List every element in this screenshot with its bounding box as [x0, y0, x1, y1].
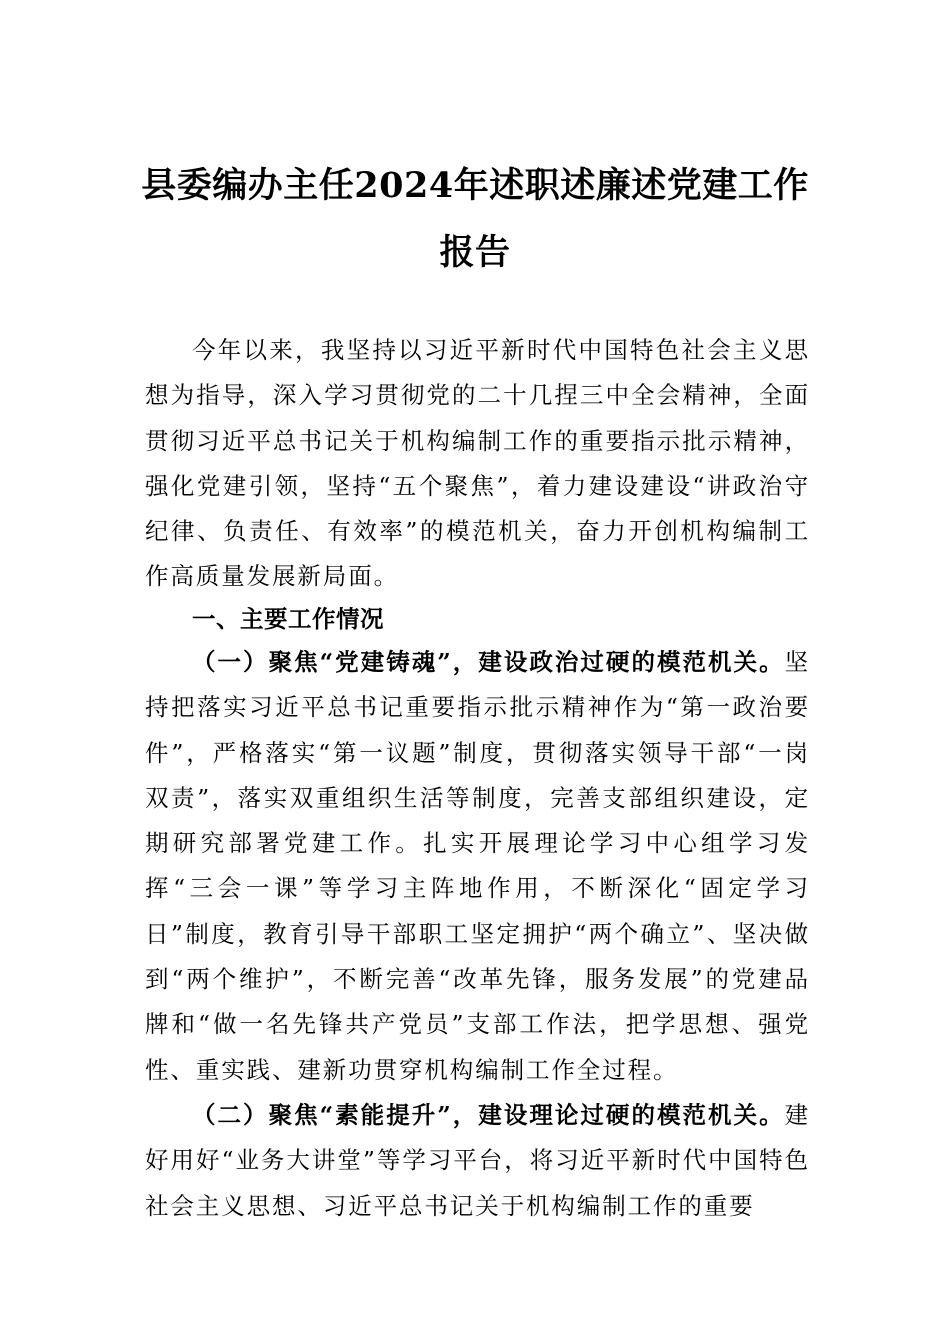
subsection-1-heading: （一）聚焦“党建铸魂”，建设政治过硬的模范机关。	[192, 648, 785, 676]
document-title-line-1: 县委编办主任2024年述职述廉述党建工作	[141, 165, 809, 206]
subsection-2-heading: （二）聚焦“素能提升”，建设理论过硬的模范机关。	[192, 1101, 785, 1129]
subsection-1-paragraph	[145, 640, 810, 1093]
section-1-heading: 一、主要工作情况	[192, 605, 384, 633]
document-title-line-2: 报告	[439, 232, 511, 273]
intro-block	[145, 328, 810, 600]
subsection-2-body: 建好用好“业务大讲堂”等学习平台，将习近平新时代中国特色社会主义思想、习近平总书记关于机构编制工作的重要	[145, 1101, 810, 1220]
subsection-1	[145, 640, 810, 1093]
section-1	[145, 597, 810, 642]
subsection-2-paragraph	[145, 1093, 810, 1229]
intro-paragraph: 今年以来，我坚持以习近平新时代中国特色社会主义思想为指导，深入学习贯彻党的二十几捏三中全会精神，全面贯彻习近平总书记关于机构编制工作的重要指示批示精神，强化党建引领，坚持“五个聚焦”，着力建设建设“讲政治守纪律、负责任、有效率”的模范机关，奋力开创机构编制工作高质量发展新局面。	[145, 336, 810, 591]
subsection-1-body: 坚持把落实习近平总书记重要指示批示精神作为“第一政治要件”，严格落实“第一议题”制度，贯彻落实领导干部“一岗双责”，落实双重组织生活等制度，完善支部组织建设，定期研究部署党建工作。扎实开展理论学习中心组学习发挥“三会一课”等学习主阵地作用，不断深化“固定学习日”制度，教育引导干部职工坚定拥护“两个确立”、坚决做到“两个维护”，不断完善“改革先锋，服务发展”的党建品牌和“做一名先锋共产党员”支部工作法，把学思想、强党性、重实践、建新功贯穿机构编制工作全过程。	[145, 648, 810, 1084]
subsection-2	[145, 1093, 810, 1229]
